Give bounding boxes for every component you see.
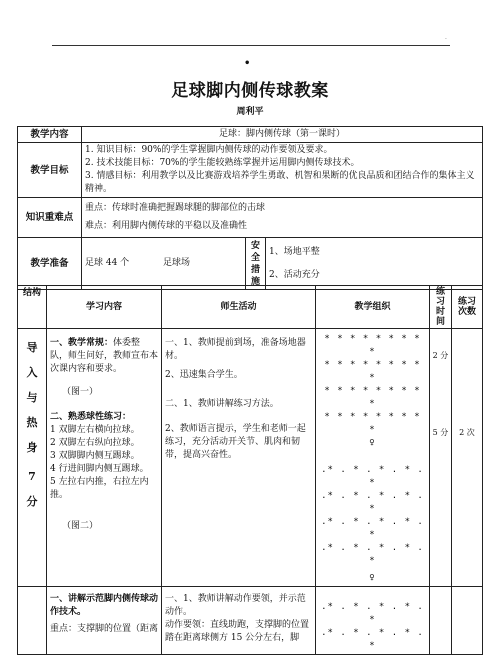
drill-row: .* . * . * . * . *	[321, 517, 424, 540]
safety-item-2: 2、活动充分	[269, 269, 320, 280]
col-organization: 教学组织	[316, 286, 430, 329]
time-value: 2 分	[432, 351, 449, 360]
content-label: 教学内容	[18, 127, 82, 143]
section2-count	[452, 587, 483, 655]
content-value: 足球：脚内侧传球（第一课时）	[82, 127, 483, 143]
prep-label: 教学准备	[18, 238, 82, 290]
drill-row: .* . * . * . * . *	[321, 543, 424, 566]
section1-count	[452, 329, 483, 587]
section2-time	[430, 587, 452, 655]
demo-title: 一、讲解示范脚内侧传球动作技术。	[50, 594, 159, 617]
teacher-step-2a: 二、1、教师讲解练习方法。	[165, 399, 279, 409]
header-rule	[52, 45, 450, 46]
formation-row: * * * * * * * * *	[324, 412, 421, 435]
teacher-step-1a: 一、1、教师提前到场，准备场地器材。	[165, 338, 306, 361]
difficulty-point: 难点：利用脚内侧传球的平稳以及准确性	[85, 221, 248, 231]
count-value: 2 次	[459, 428, 475, 437]
prep-field: 足球场	[162, 258, 190, 268]
section2-label	[18, 587, 47, 655]
drill-row: .* . * . * . * . *	[321, 491, 424, 514]
prep-ball: 足球 44 个	[85, 258, 130, 268]
page-title: 足球脚内侧传球教案	[171, 81, 329, 101]
warmup-title: 二、熟悉球性练习：	[50, 412, 132, 422]
drill-row: .* . * . * . * . *	[321, 602, 424, 625]
col-teacher: 师生活动	[162, 286, 316, 329]
demo-text: 重点：支撑脚的位置（距离	[50, 624, 159, 634]
goal-emotion: 3. 情感目标：利用教学以及比赛游戏培养学生勇敢、机智和果断的优良品质和团结合作的集体主义精神。	[85, 171, 475, 194]
keys-label: 知识重难点	[18, 198, 82, 238]
section1-content	[47, 329, 162, 587]
author-name: 周利平	[236, 107, 264, 117]
time-value: 5 分	[432, 428, 449, 437]
routine-text: 体委整队，师生问好，教师宣布本次课内容和要求。	[50, 338, 159, 374]
safety-label: 安全措施	[246, 238, 266, 290]
col-content: 学习内容	[47, 286, 162, 329]
goal-knowledge: 1. 知识目标：90%的学生掌握脚内侧传球的动作要领及要求。	[85, 145, 333, 155]
lesson-plan-table	[17, 285, 483, 655]
warmup-item-2: 2 双脚左右纵向拉球。	[50, 438, 140, 448]
formation-row: * * * * * * * * *	[324, 360, 421, 383]
figure2-caption: （图二）	[62, 521, 99, 531]
col-time: 练习时间	[430, 286, 452, 329]
teacher-demo-2: 动作要领：直线助跑，支撑脚的位置踏在距离球侧方 15 公分左右，脚	[165, 620, 310, 643]
figure1-caption: （图一）	[62, 387, 99, 397]
teacher-symbol: ♀	[369, 573, 376, 583]
section2-organization	[316, 587, 430, 655]
section2-teacher	[162, 587, 316, 655]
warmup-item-5: 5 左拉右内推，右拉左内推。	[50, 477, 149, 500]
col-count: 练习次数	[452, 286, 483, 329]
warmup-item-1: 1 双脚左右横向拉球。	[50, 425, 140, 435]
section2-content	[47, 587, 162, 655]
teacher-demo-1: 一、1、教师讲解动作要领，并示范动作。	[165, 594, 306, 617]
formation-row: * * * * * * * * *	[324, 334, 421, 357]
safety-item-1: 1、场地平整	[269, 246, 320, 257]
title-bullet: •	[244, 58, 251, 69]
teacher-step-1b: 2、迅速集合学生。	[165, 370, 243, 380]
section1-time	[430, 329, 452, 587]
section1-label: 导 入 与 热 身 7 分	[18, 329, 47, 587]
section1-teacher	[162, 329, 316, 587]
lesson-info-table	[17, 126, 483, 290]
formation-row: * * * * * * * * *	[324, 386, 421, 409]
teacher-symbol: ♀	[369, 438, 376, 448]
keys-content	[82, 198, 483, 238]
routine-title: 一、教学常规：	[50, 338, 114, 348]
goal-skill: 2. 技术技能目标：70%的学生能较熟练掌握并运用脚内侧传球技术。	[85, 158, 360, 168]
warmup-item-4: 4 行进间脚内侧互踢球。	[50, 464, 149, 474]
section1-duration: 7 分	[26, 470, 38, 508]
header-mark: ·	[445, 36, 447, 43]
safety-items	[266, 238, 483, 290]
goals-list	[82, 143, 483, 198]
prep-items	[82, 238, 246, 290]
drill-row: .* . * . * . * . *	[321, 465, 424, 488]
goals-label: 教学目标	[18, 143, 82, 198]
key-point: 重点：传球时准确把握踢球腿的脚部位的击球	[85, 203, 266, 213]
drill-row: .* . * . * . * . *	[321, 628, 424, 651]
warmup-item-3: 3 双脚脚内侧互踢球。	[50, 451, 140, 461]
col-structure: 结构	[18, 286, 47, 329]
teacher-step-2b: 2、教师语言提示，学生和老师一起练习，充分活动开关节、肌肉和韧带，提高兴奋性。	[165, 424, 306, 460]
section1-organization	[316, 329, 430, 587]
